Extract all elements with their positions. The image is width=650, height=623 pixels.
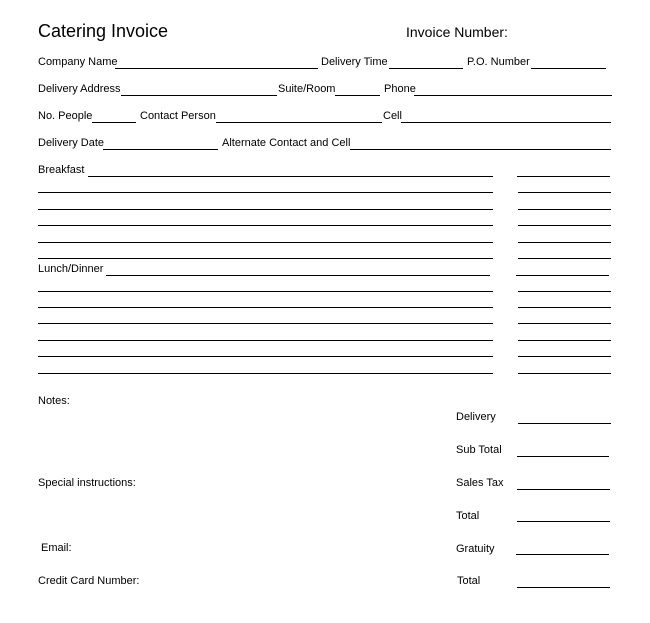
breakfast-label: Breakfast	[38, 164, 85, 176]
breakfast-item-line[interactable]	[38, 209, 493, 210]
cell-label: Cell	[383, 110, 402, 122]
breakfast-item-line[interactable]	[38, 225, 493, 226]
invoice-number-label: Invoice Number:	[406, 24, 508, 40]
total-label: Total	[456, 510, 480, 522]
suite-room-field[interactable]	[335, 95, 380, 96]
breakfast-price-line[interactable]	[518, 225, 611, 226]
no-people-field[interactable]	[92, 122, 136, 123]
credit-card-number-label: Credit Card Number:	[38, 575, 140, 587]
delivery-time-field[interactable]	[389, 68, 463, 69]
delivery-address-field[interactable]	[121, 95, 277, 96]
delivery-date-field[interactable]	[103, 149, 218, 150]
lunch-dinner-item-line[interactable]	[38, 307, 493, 308]
total-field[interactable]	[517, 521, 610, 522]
breakfast-item-line[interactable]	[38, 242, 493, 243]
notes-label: Notes:	[38, 395, 70, 407]
breakfast-item-line[interactable]	[38, 192, 493, 193]
lunch-dinner-price-line[interactable]	[518, 340, 611, 341]
sales-tax-label: Sales Tax	[456, 477, 504, 489]
contact-person-label: Contact Person	[140, 110, 216, 122]
delivery-time-label: Delivery Time	[321, 56, 388, 68]
breakfast-item-line[interactable]	[88, 176, 493, 177]
delivery-date-label: Delivery Date	[38, 137, 105, 149]
breakfast-price-line[interactable]	[518, 209, 611, 210]
po-number-field[interactable]	[531, 68, 606, 69]
cell-field[interactable]	[401, 122, 611, 123]
company-name-label: Company Name	[38, 56, 118, 68]
lunch-dinner-item-line[interactable]	[38, 323, 493, 324]
grand-total-field[interactable]	[517, 587, 610, 588]
suite-room-label: Suite/Room	[278, 83, 336, 95]
phone-label: Phone	[384, 83, 416, 95]
breakfast-price-line[interactable]	[518, 192, 611, 193]
delivery-total-field[interactable]	[518, 423, 611, 424]
phone-field[interactable]	[414, 95, 612, 96]
breakfast-item-line[interactable]	[38, 258, 493, 259]
lunch-dinner-price-line[interactable]	[518, 373, 611, 374]
delivery-total-label: Delivery	[456, 411, 496, 423]
alternate-contact-label: Alternate Contact and Cell	[222, 137, 351, 149]
grand-total-label: Total	[457, 575, 481, 587]
lunch-dinner-item-line[interactable]	[38, 291, 493, 292]
alternate-contact-field[interactable]	[350, 149, 611, 150]
no-people-label: No. People	[38, 110, 93, 122]
lunch-dinner-item-line[interactable]	[38, 340, 493, 341]
lunch-dinner-price-line[interactable]	[518, 291, 611, 292]
sales-tax-field[interactable]	[517, 489, 610, 490]
lunch-dinner-price-line[interactable]	[516, 275, 609, 276]
lunch-dinner-item-line[interactable]	[38, 373, 493, 374]
sub-total-field[interactable]	[517, 456, 609, 457]
lunch-dinner-price-line[interactable]	[518, 356, 611, 357]
breakfast-price-line[interactable]	[518, 242, 611, 243]
lunch-dinner-label: Lunch/Dinner	[38, 263, 104, 275]
breakfast-price-line[interactable]	[517, 176, 610, 177]
gratuity-label: Gratuity	[456, 543, 495, 555]
lunch-dinner-price-line[interactable]	[518, 323, 611, 324]
lunch-dinner-price-line[interactable]	[518, 307, 611, 308]
special-instructions-label: Special instructions:	[38, 477, 136, 489]
contact-person-field[interactable]	[216, 122, 382, 123]
po-number-label: P.O. Number	[467, 56, 530, 68]
lunch-dinner-item-line[interactable]	[106, 275, 490, 276]
delivery-address-label: Delivery Address	[38, 83, 121, 95]
gratuity-field[interactable]	[516, 554, 609, 555]
company-name-field[interactable]	[115, 68, 318, 69]
sub-total-label: Sub Total	[456, 444, 502, 456]
email-label: Email:	[41, 542, 72, 554]
breakfast-price-line[interactable]	[518, 258, 611, 259]
lunch-dinner-item-line[interactable]	[38, 356, 493, 357]
form-title: Catering Invoice	[38, 21, 169, 41]
